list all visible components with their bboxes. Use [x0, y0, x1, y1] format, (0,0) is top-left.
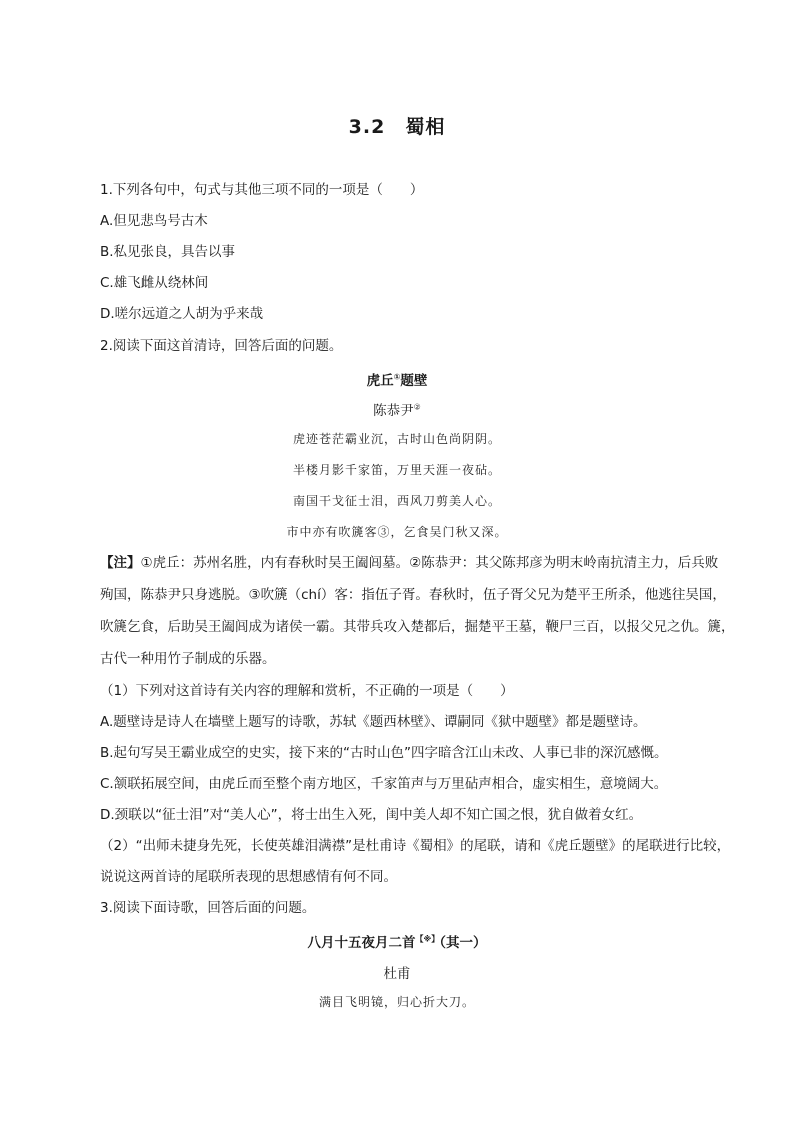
q2-poem-author — [0, 399, 794, 419]
q3-poem-title-mark: 【※】 — [415, 934, 440, 944]
q2-poem-title-b: 题壁 — [400, 373, 428, 389]
q2-sub1-option-d: D.颈联以“征士泪”对“美人心”，将士出生入死，闺中美人却不知亡国之恨，犹自做着女红。 — [100, 807, 643, 823]
q3-stem: 3.阅读下面诗歌，回答后面的问题。 — [100, 900, 316, 916]
q2-poem-title — [0, 369, 794, 389]
q2-sub1-option-b: B.起句写吴王霸业成空的史实，接下来的“古时山色”四字暗含江山未改、人事已非的深沉感慨。 — [100, 745, 668, 761]
q2-verse: 南国干戈征士泪，西风刀剪美人心。 — [292, 494, 501, 508]
q3-verse: 满目飞明镜，归心折大刀。 — [318, 995, 475, 1009]
q2-stem: 2.阅读下面这首清诗，回答后面的问题。 — [100, 338, 343, 354]
q1-stem: 1.下列各句中，句式与其他三项不同的一项是（ ） — [100, 182, 424, 198]
q2-note-line — [100, 554, 718, 572]
q2-author-mark: ② — [413, 402, 421, 412]
q1-option-b: B.私见张良，具告以事 — [100, 244, 236, 260]
q2-verse: 市中亦有吹篪客③，乞食吴门秋又深。 — [286, 525, 508, 539]
q2-note-line: 古代一种用竹子制成的乐器。 — [100, 651, 276, 667]
q2-note-text: ①虎丘：苏州名胜，内有春秋时吴王阖闾墓。②陈恭尹：其父陈邦彦为明末岭南抗清主力，后兵败 — [140, 555, 719, 571]
q3-poem-title-a: 八月十五夜月二首 — [307, 935, 416, 951]
q2-poem-title-mark: ① — [393, 372, 401, 382]
q3-poem-title-b: （其一） — [439, 935, 487, 951]
q2-note-line: 殉国，陈恭尹只身逃脱。③吹篪（chí）客：指伍子胥。春秋时，伍子胥父兄为楚平王所杀，他逃往吴国， — [100, 587, 726, 603]
q2-sub1-option-c: C.颔联拓展空间，由虎丘而至整个南方地区，千家笛声与万里砧声相合，虚实相生，意境阔大。 — [100, 776, 668, 792]
q2-note-line: 吹篪乞食，后助吴王阖闾成为诸侯一霸。其带兵攻入楚都后，掘楚平王墓，鞭尸三百，以报父兄之仇。篪， — [100, 619, 735, 635]
q1-option-d: D.嗟尔远道之人胡为乎来哉 — [100, 306, 264, 322]
q2-author-name: 陈恭尹 — [373, 403, 414, 419]
q2-verse: 半楼月影千家笛，万里天涯一夜砧。 — [292, 463, 501, 477]
q3-poem-title — [0, 931, 794, 951]
q2-verse: 虎迹苍茫霸业沉，古时山色尚阴阴。 — [292, 432, 501, 446]
q3-poem-author: 杜甫 — [383, 966, 411, 982]
q2-poem-title-a: 虎丘 — [366, 373, 394, 389]
page-title: 3.2 蜀相 — [348, 116, 446, 138]
q2-sub1-option-a: A.题壁诗是诗人在墙壁上题写的诗歌，苏轼《题西林壁》、谭嗣同《狱中题壁》都是题壁诗。 — [100, 714, 647, 730]
q1-option-a: A.但见悲鸟号古木 — [100, 213, 208, 229]
q2-sub1-stem: （1）下列对这首诗有关内容的理解和赏析，不正确的一项是（ ） — [100, 683, 514, 699]
q2-sub2-line: （2）“出师未捷身先死，长使英雄泪满襟”是杜甫诗《蜀相》的尾联，请和《虎丘题壁》的尾联进行比较， — [100, 838, 731, 854]
q1-option-c: C.雄飞雌从绕林间 — [100, 275, 209, 291]
q2-sub2-line: 说说这两首诗的尾联所表现的思想感情有何不同。 — [100, 869, 397, 885]
q2-note-label: 【注】 — [100, 555, 141, 571]
